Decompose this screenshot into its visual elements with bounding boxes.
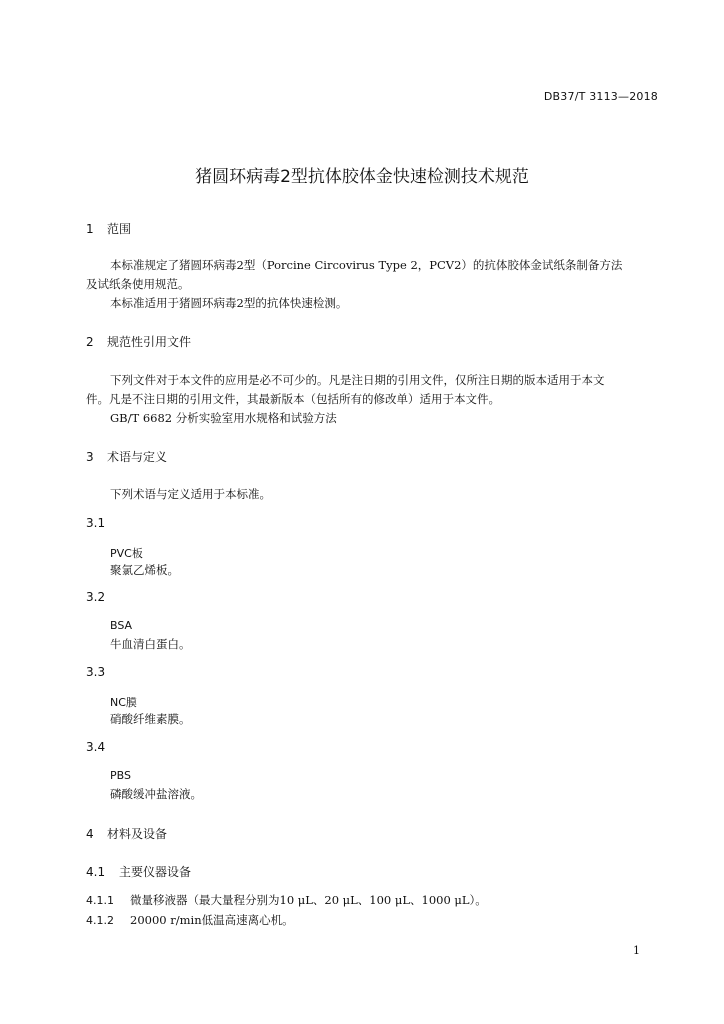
section-number: 2	[86, 335, 94, 349]
term-definition: 牛血清白蛋白。	[110, 637, 191, 651]
subsection-4-1-heading	[86, 863, 191, 880]
list-item	[86, 892, 487, 908]
subsection-title: 主要仪器设备	[119, 865, 192, 879]
section-title: 材料及设备	[107, 827, 168, 841]
subsection-number: 4.1	[86, 865, 106, 879]
paragraph-line: 下列术语与定义适用于本标准。	[110, 487, 271, 501]
paragraph-line: 本标准适用于猪圆环病毒2型的抗体快速检测。	[110, 296, 348, 310]
document-title: 猪圆环病毒2型抗体胶体金快速检测技术规范	[195, 167, 529, 187]
item-text: 微量移液器（最大量程分别为10 μL、20 μL、100 μL、1000 μL）。	[130, 893, 487, 907]
paragraph-line: 下列文件对于本文件的应用是必不可少的。凡是注日期的引用文件，仅所注日期的版本适用于本文	[110, 373, 605, 387]
term-definition: 磷酸缓冲盐溶液。	[110, 787, 202, 801]
paragraph-line: 及试纸条使用规范。	[86, 277, 190, 291]
list-item	[86, 912, 294, 928]
term-number: 3.2	[86, 590, 106, 604]
term-definition: 聚氯乙烯板。	[110, 563, 179, 577]
term-name: NC膜	[110, 696, 137, 709]
section-3-heading	[86, 448, 167, 465]
item-number: 4.1.1	[86, 894, 114, 907]
item-text: 20000 r/min低温高速离心机。	[130, 913, 294, 927]
standard-code: DB37/T 3113—2018	[543, 90, 658, 103]
term-number: 3.3	[86, 665, 106, 679]
term-definition: 硝酸纤维素膜。	[110, 712, 191, 726]
paragraph-line: 本标准规定了猪圆环病毒2型（Porcine Circovirus Type 2，PCV2）的抗体胶体金试纸条制备方法	[110, 258, 623, 272]
section-number: 4	[86, 827, 94, 841]
term-name: PBS	[110, 769, 131, 782]
section-title: 范围	[107, 222, 132, 236]
section-title: 术语与定义	[107, 450, 168, 464]
term-name: BSA	[110, 619, 133, 632]
section-number: 3	[86, 450, 94, 464]
term-number: 3.1	[86, 516, 106, 530]
section-title: 规范性引用文件	[107, 335, 192, 349]
section-number: 1	[86, 222, 94, 236]
normative-reference: GB/T 6682 分析实验室用水规格和试验方法	[110, 411, 337, 425]
section-4-heading	[86, 825, 167, 842]
item-number: 4.1.2	[86, 914, 114, 927]
term-name: PVC板	[110, 547, 143, 560]
term-number: 3.4	[86, 740, 106, 754]
paragraph-line: 件。凡是不注日期的引用文件，其最新版本（包括所有的修改单）适用于本文件。	[86, 392, 500, 406]
page-number: 1	[633, 944, 640, 957]
section-1-heading	[86, 220, 131, 237]
section-2-heading	[86, 333, 191, 350]
